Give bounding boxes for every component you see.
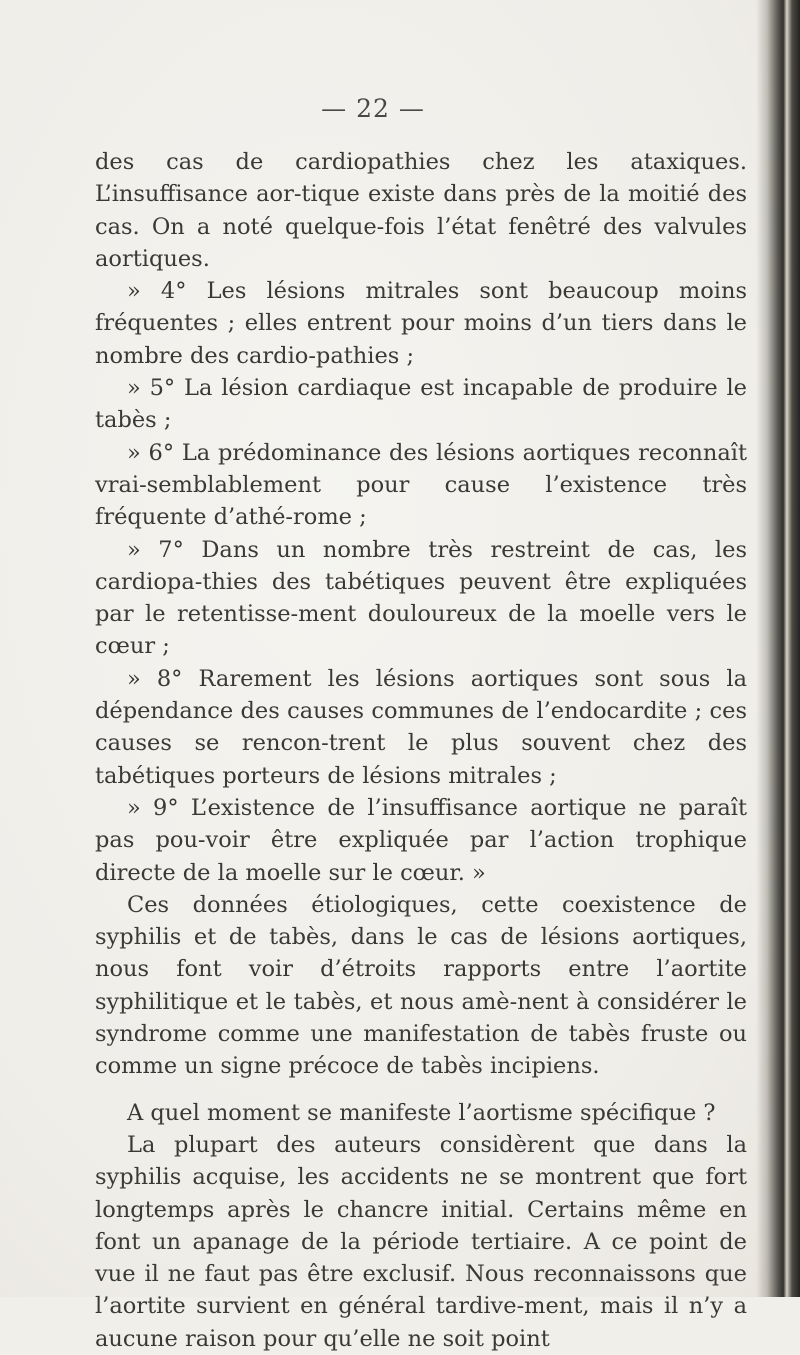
paragraph-1: des cas de cardiopathies chez les ataxiques. L’insuffisance aor-tique existe dans près de la moitié des cas. On a noté quelque-fois l’état fenêtré des valvules aortiques. [95,149,747,272]
paragraph-7: » 9° L’existence de l’insuffisance aortique ne paraît pas pou-voir être expliquée par l’action trophique directe de la moelle sur le cœur. » [95,794,747,886]
paragraph-10: La plupart des auteurs considèrent que dans la syphilis acquise, les accidents ne se montrent que fort longtemps après le chancre initial. Certains même en font un apanage de la période tertiaire. A ce point de vue il ne faut pas être exclusif. Nous reconnaissons que l’aortite survient en général tardive-ment, mais il n’y a aucune raison pour qu’elle ne soit point [95,1131,747,1352]
body-text [95,146,747,1355]
paragraph-3: » 5° La lésion cardiaque est incapable de produire le tabès ; [95,375,747,434]
paragraph-6: » 8° Rarement les lésions aortiques sont sous la dépendance des causes communes de l’endocardite ; ces causes se rencon-trent le plus souvent chez des tabétiques porteurs de lésions mitrales ; [95,665,747,789]
page-binding-edge [756,0,800,1297]
page-number: — 22 — [321,94,425,123]
paragraph-2: » 4° Les lésions mitrales sont beaucoup moins fréquentes ; elles entrent pour moins d’un tiers dans le nombre des cardio-pathies ; [95,278,747,369]
paragraph-8: Ces données étiologiques, cette coexistence de syphilis et de tabès, dans le cas de lésions aortiques, nous font voir d’étroits rapports entre l’aortite syphilitique et le tabès, et nous amè-nent à considérer le syndrome comme une manifestation de tabès fruste ou comme un signe précoce de tabès incipiens. [95,891,747,1080]
paragraph-9: A quel moment se manifeste l’aortisme spécifique ? [127,1099,716,1126]
paragraph-4: » 6° La prédominance des lésions aortiques reconnaît vrai-semblablement pour cause l’existence très fréquente d’athé-rome ; [95,439,747,531]
paragraph-5: » 7° Dans un nombre très restreint de cas, les cardiopa-thies des tabétiques peuvent être expliquées par le retentisse-ment douloureux de la moelle vers le cœur ; [95,536,747,660]
